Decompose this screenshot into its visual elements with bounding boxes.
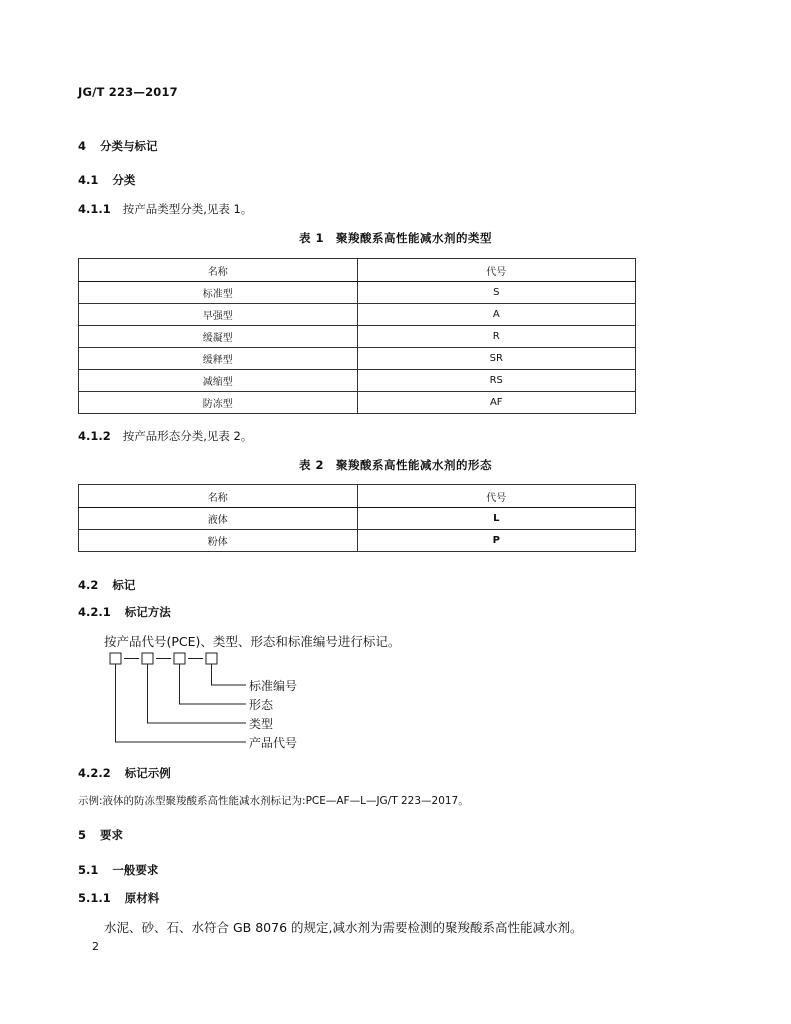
code-box-4 [206, 653, 217, 664]
section-5-1-heading [78, 862, 158, 878]
code-box-2 [142, 653, 153, 664]
section-title: 分类与标记 [100, 139, 158, 153]
cell-code: R [357, 326, 636, 348]
clause-number: 4.1.2 [78, 429, 111, 443]
section-number: 5 [78, 828, 87, 842]
section-number: 5.1.1 [78, 891, 111, 905]
marking-method-text: 按产品代号(PCE)、类型、形态和标准编号进行标记。 [104, 634, 401, 649]
cell-name: 缓凝型 [79, 326, 358, 348]
cell-name: 液体 [79, 508, 358, 530]
section-5-1-1-heading [78, 890, 159, 906]
cell-name: 标准型 [79, 282, 358, 304]
marking-example: 示例:液体的防冻型聚羧酸系高性能减水剂标记为:PCE—AF—L—JG/T 223—2017。 [78, 795, 469, 807]
leader-line-form [180, 664, 247, 704]
raw-materials-text: 水泥、砂、石、水符合 GB 8076 的规定,减水剂为需要检测的聚羧酸系高性能减水剂。 [104, 920, 583, 935]
cell-name: 缓释型 [79, 348, 358, 370]
cell-code: AF [357, 392, 636, 414]
code-box-3 [174, 653, 185, 664]
cell-code: SR [357, 348, 636, 370]
code-box-1 [110, 653, 121, 664]
section-4-2-2-heading [78, 765, 171, 781]
leader-line-standard-number [212, 664, 247, 685]
column-header-code: 代号 [357, 485, 636, 508]
section-number: 4.1 [78, 173, 99, 187]
cell-name: 防冻型 [79, 392, 358, 414]
section-title: 标记方法 [124, 605, 171, 619]
section-title: 分类 [112, 173, 136, 187]
section-title: 标记 [112, 578, 136, 592]
section-title: 要求 [100, 828, 124, 842]
section-title: 标记示例 [124, 766, 171, 780]
diagram-label-form: 形态 [249, 698, 274, 712]
section-number: 4.2 [78, 578, 99, 592]
cell-code: L [357, 508, 636, 530]
cell-name: 减缩型 [79, 370, 358, 392]
table-1-caption: 表 1 聚羧酸系高性能减水剂的类型 [298, 231, 492, 245]
section-number: 4.2.1 [78, 605, 111, 619]
cell-code: RS [357, 370, 636, 392]
cell-name: 粉体 [79, 530, 358, 552]
cell-code: P [357, 530, 636, 552]
section-number: 4 [78, 139, 87, 153]
section-title: 原材料 [124, 891, 160, 905]
section-number: 5.1 [78, 863, 99, 877]
section-title: 一般要求 [112, 863, 159, 877]
page-number: 2 [92, 940, 99, 953]
standard-code-header: JG/T 223—2017 [78, 85, 178, 99]
column-header-name: 名称 [79, 259, 358, 282]
clause-number: 4.1.1 [78, 202, 111, 216]
section-5-heading [78, 827, 123, 843]
diagram-label-product-code: 产品代号 [249, 736, 298, 750]
section-number: 4.2.2 [78, 766, 111, 780]
column-header-name: 名称 [79, 485, 358, 508]
column-header-code: 代号 [357, 259, 636, 282]
clause-text: 按产品形态分类,见表 2。 [122, 429, 253, 443]
cell-code: A [357, 304, 636, 326]
leader-line-type [148, 664, 247, 723]
diagram-label-type: 类型 [249, 717, 274, 731]
clause-text: 按产品类型分类,见表 1。 [122, 202, 253, 216]
leader-line-product-code [116, 664, 247, 742]
cell-name: 早强型 [79, 304, 358, 326]
cell-code: S [357, 282, 636, 304]
diagram-label-standard-number: 标准编号 [249, 679, 298, 693]
table-2-caption: 表 2 聚羧酸系高性能减水剂的形态 [298, 458, 492, 472]
